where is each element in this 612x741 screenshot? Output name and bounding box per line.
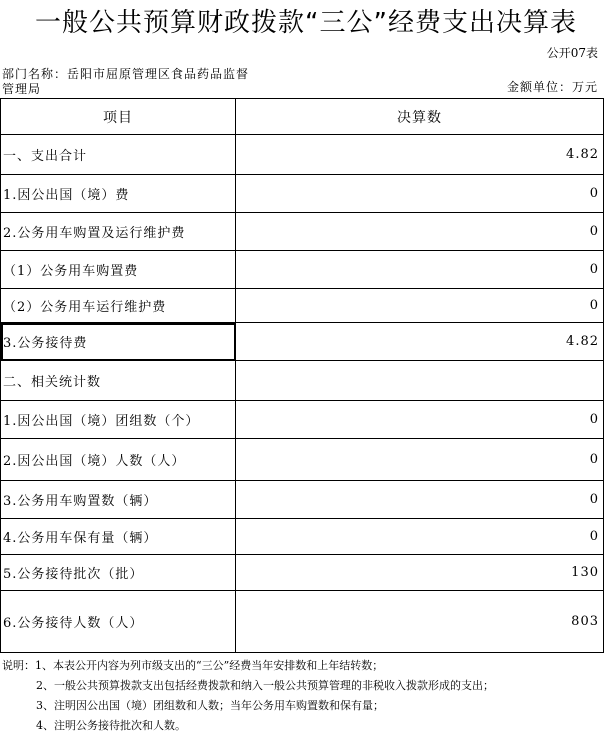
table-cell-value[interactable]: 0 <box>236 481 604 519</box>
note-line: 4、注明公务接待批次和人数。 <box>36 719 186 732</box>
table-row <box>1 135 604 175</box>
table-cell-item[interactable]: 一、支出合计 <box>1 135 236 175</box>
note-line: 2、一般公共预算拨款支出包括经费拨款和纳入一般公共预算管理的非税收入拨款形成的支出； <box>36 679 494 692</box>
table-row <box>1 519 604 555</box>
table-row <box>1 289 604 323</box>
table-row <box>1 481 604 519</box>
table-cell-value[interactable]: 0 <box>236 439 604 481</box>
table-row-selected <box>1 323 604 361</box>
table-cell-value[interactable]: 0 <box>236 213 604 251</box>
table-row <box>1 591 604 653</box>
table-cell-item[interactable]: 2.因公出国（境）人数（人） <box>1 439 236 481</box>
table-cell-value[interactable]: 0 <box>236 175 604 213</box>
table-row <box>1 175 604 213</box>
table-cell-value[interactable]: 803 <box>236 591 604 653</box>
table-cell-item-selected[interactable]: 3.公务接待费 <box>1 323 236 361</box>
note-line: 说明：1、本表公开内容为列市级支出的“三公”经费当年安排数和上年结转数； <box>2 659 384 672</box>
table-cell-item[interactable]: 6.公务接待人数（人） <box>1 591 236 653</box>
column-header-item[interactable]: 项目 <box>1 99 236 135</box>
table-cell-value[interactable]: 0 <box>236 251 604 289</box>
column-header-value[interactable]: 决算数 <box>236 99 604 135</box>
table-cell-value[interactable]: 130 <box>236 555 604 591</box>
table-cell-value[interactable] <box>236 361 604 401</box>
expense-table <box>0 98 604 653</box>
table-row <box>1 401 604 439</box>
table-cell-value[interactable]: 0 <box>236 519 604 555</box>
table-cell-item[interactable]: （1）公务用车购置费 <box>1 251 236 289</box>
report-title: 一般公共预算财政拨款“三公”经费支出决算表 <box>35 8 577 38</box>
table-cell-item[interactable]: 1.因公出国（境）团组数（个） <box>1 401 236 439</box>
table-row <box>1 213 604 251</box>
department-label: 部门名称：岳阳市屈原管理区食品药品监督管理局 <box>2 67 250 96</box>
table-cell-item[interactable]: 5.公务接待批次（批） <box>1 555 236 591</box>
table-row <box>1 251 604 289</box>
table-header-row <box>1 99 604 135</box>
form-number: 公开07表 <box>546 46 598 60</box>
table-cell-value[interactable]: 0 <box>236 401 604 439</box>
table-cell-item[interactable]: 2.公务用车购置及运行维护费 <box>1 213 236 251</box>
table-cell-value[interactable]: 4.82 <box>236 135 604 175</box>
table-cell-item[interactable]: 3.公务用车购置数（辆） <box>1 481 236 519</box>
table-cell-item[interactable]: （2）公务用车运行维护费 <box>1 289 236 323</box>
unit-label: 金额单位：万元 <box>506 80 598 94</box>
table-cell-value[interactable]: 0 <box>236 289 604 323</box>
notes-section <box>2 656 612 736</box>
table-cell-item[interactable]: 1.因公出国（境）费 <box>1 175 236 213</box>
table-cell-item[interactable]: 二、相关统计数 <box>1 361 236 401</box>
table-row <box>1 555 604 591</box>
note-line: 3、注明因公出国（境）团组数和人数；当年公务用车购置数和保有量； <box>36 699 384 712</box>
table-cell-value[interactable]: 4.82 <box>236 323 604 361</box>
table-cell-item[interactable]: 4.公务用车保有量（辆） <box>1 519 236 555</box>
table-row <box>1 361 604 401</box>
table-row <box>1 439 604 481</box>
